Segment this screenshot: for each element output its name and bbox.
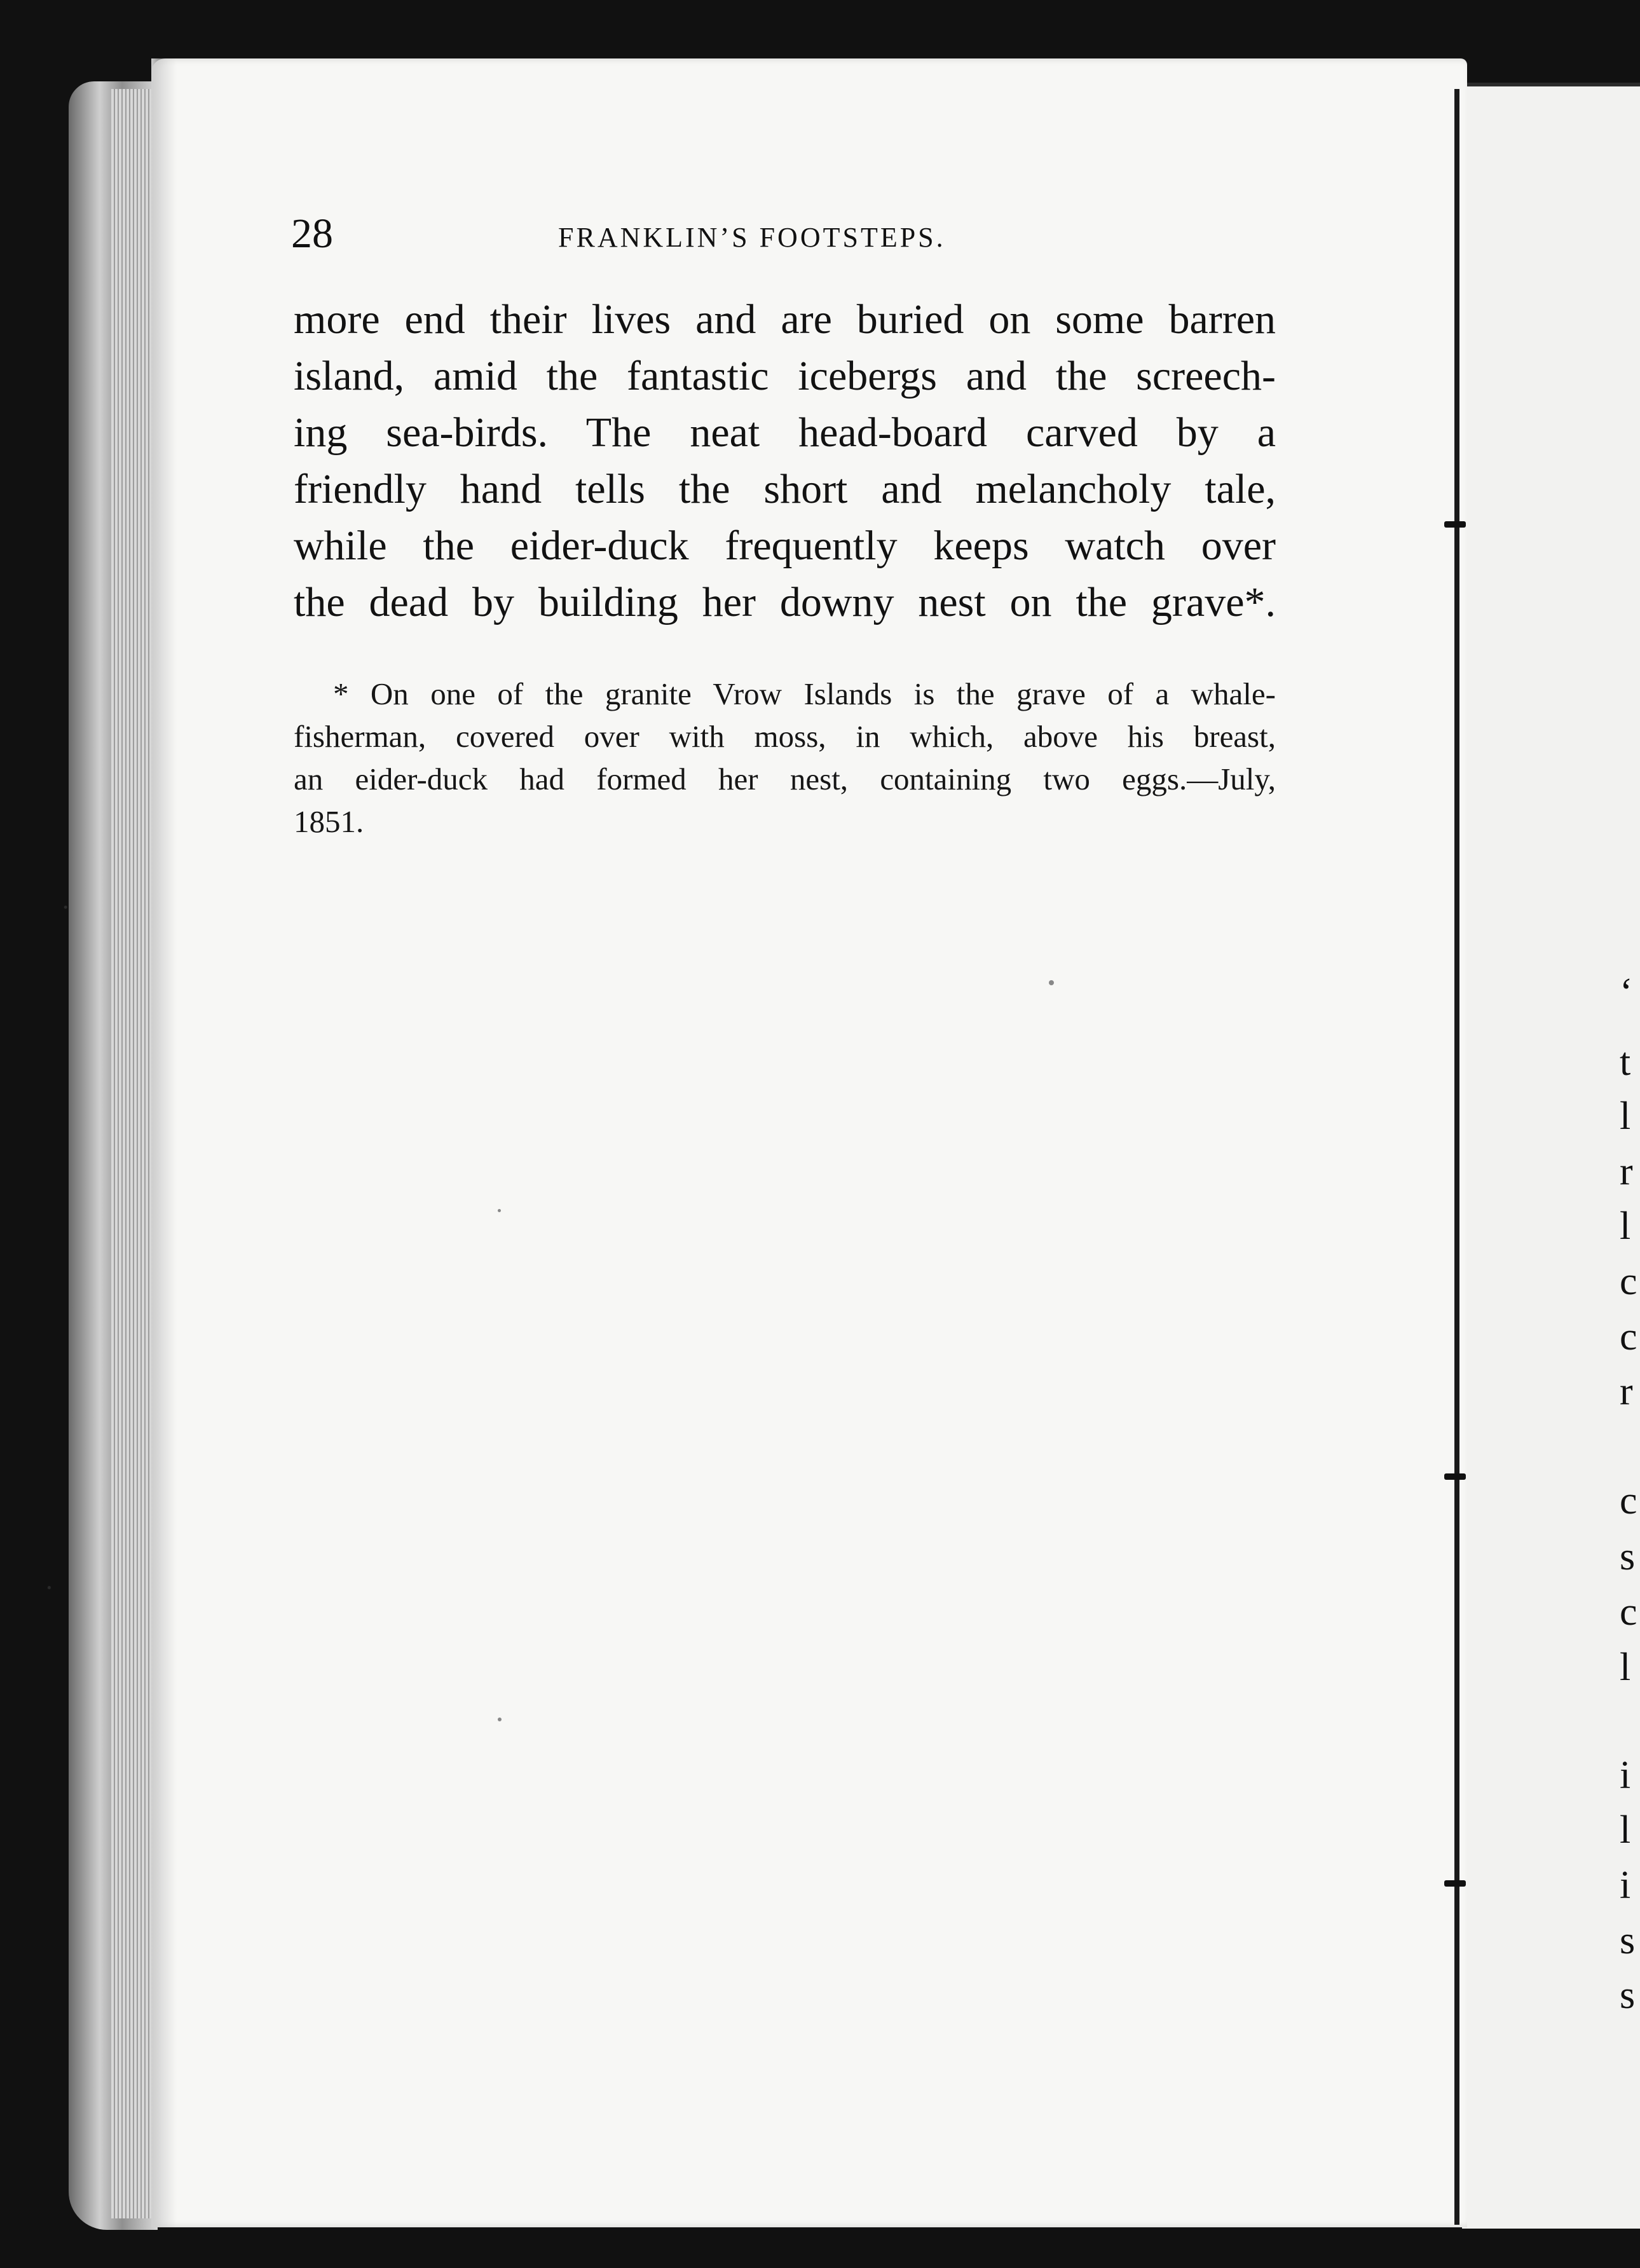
body-paragraph — [294, 291, 1276, 631]
facing-glyph: l — [1620, 1095, 1631, 1138]
body-line: more end their lives and are buried on some barren — [294, 296, 1276, 343]
facing-glyph: i — [1620, 1754, 1631, 1797]
body-line: island, amid the fantastic icebergs and the screech- — [294, 353, 1276, 399]
running-head — [291, 210, 1276, 267]
binding-stitch — [1444, 521, 1466, 528]
facing-glyph: c — [1620, 1315, 1637, 1358]
page-speck — [498, 1209, 501, 1212]
facing-glyph: r — [1620, 1150, 1633, 1193]
footnote-line: fisherman, covered over with moss, in which, above his breast, — [294, 719, 1276, 754]
facing-glyph: ‘ — [1620, 971, 1633, 1014]
body-line: ing sea-birds. The neat head-board carved by a — [294, 409, 1276, 456]
footnote — [294, 673, 1276, 843]
page-speck — [498, 1718, 502, 1721]
facing-glyph: c — [1620, 1590, 1637, 1634]
binding-stitch — [1444, 1880, 1466, 1887]
facing-glyph: c — [1620, 1260, 1637, 1303]
facing-glyph: s — [1620, 1974, 1636, 2017]
body-line: while the eider-duck frequently keeps watch over — [294, 523, 1276, 569]
footnote-line: an eider-duck had formed her nest, containing two eggs.—July, — [294, 762, 1276, 796]
facing-glyph: c — [1620, 1479, 1637, 1522]
facing-page — [1462, 83, 1640, 2229]
running-head-title: FRANKLIN’S FOOTSTEPS. — [558, 222, 946, 253]
binding-stitch — [1444, 1473, 1466, 1480]
facing-glyph: t — [1620, 1041, 1631, 1084]
footnote-line: * On one of the granite Vrow Islands is the grave of a whale- — [333, 676, 1276, 711]
facing-glyph: l — [1620, 1205, 1631, 1248]
page-speck — [1049, 980, 1054, 985]
body-line: the dead by building her downy nest on the grave*. — [294, 579, 1276, 625]
binding-gutter — [1454, 89, 1459, 2225]
facing-glyph: s — [1620, 1535, 1636, 1578]
facing-glyph: i — [1620, 1864, 1631, 1907]
facing-glyph: r — [1620, 1370, 1633, 1413]
body-line: friendly hand tells the short and melancholy tale, — [294, 466, 1276, 512]
facing-glyph: l — [1620, 1646, 1631, 1689]
page-number: 28 — [291, 210, 333, 257]
facing-glyph: s — [1620, 1919, 1636, 1962]
facing-glyph: l — [1620, 1808, 1631, 1852]
footnote-line: 1851. — [294, 804, 364, 839]
